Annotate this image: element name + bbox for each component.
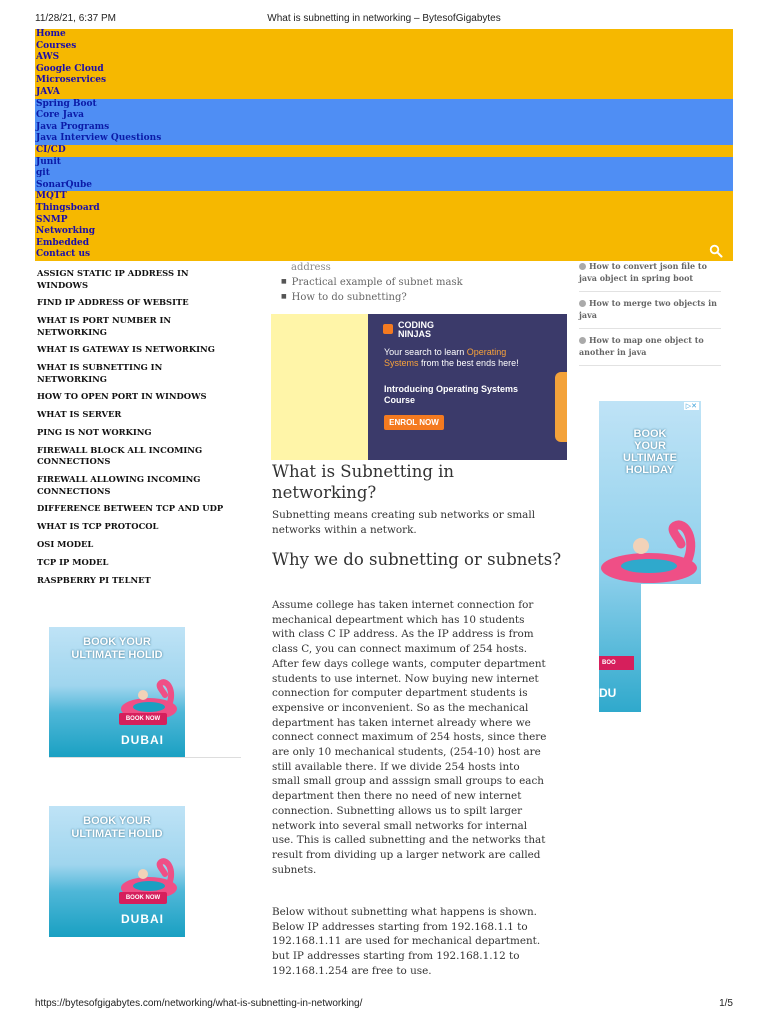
sidebar-ad-dubai-1[interactable] bbox=[49, 627, 185, 758]
ad-headline: ULTIMATE HOLID bbox=[71, 649, 163, 661]
sidebar-link[interactable]: OSI MODEL bbox=[37, 539, 94, 550]
ad-logo: CODING NINJAS bbox=[398, 320, 434, 339]
ad-headline: BOOK YOUR bbox=[83, 636, 151, 648]
nav-row bbox=[35, 145, 733, 157]
related-post-link[interactable] bbox=[579, 292, 721, 329]
heading-why-subnetting: Why we do subnetting or subnets? bbox=[272, 550, 562, 569]
related-post-label: How to convert json file to java object in spring boot bbox=[579, 261, 707, 283]
bullet-icon bbox=[579, 337, 586, 344]
bullet-icon bbox=[579, 300, 586, 307]
sidebar-link[interactable]: WHAT IS SUBNETTING IN NETWORKING bbox=[37, 362, 163, 384]
print-datetime: 11/28/21, 6:37 PM bbox=[35, 13, 116, 24]
right-sidebar-links bbox=[579, 255, 721, 366]
nav-row bbox=[35, 87, 733, 99]
nav-link[interactable]: AWS bbox=[36, 52, 60, 63]
ad-headline: ULTIMATE bbox=[623, 452, 677, 464]
ad-headline: HOLIDAY bbox=[625, 464, 675, 476]
nav-row bbox=[35, 99, 733, 111]
print-title: What is subnetting in networking – BytesofGigabytes bbox=[267, 13, 501, 24]
ad-headline: Introducing Operating Systems Course bbox=[384, 384, 519, 405]
nav-link[interactable]: JAVA bbox=[36, 86, 60, 97]
nav-row bbox=[35, 191, 733, 203]
main-nav bbox=[35, 29, 733, 261]
nav-link[interactable]: Embedded bbox=[36, 237, 90, 248]
coding-ninjas-ad[interactable] bbox=[271, 314, 567, 460]
sidebar-ad-dubai-2[interactable] bbox=[49, 806, 185, 937]
nav-link[interactable]: Courses bbox=[36, 40, 77, 51]
ad-headline: BOOK bbox=[633, 428, 667, 440]
nav-link[interactable]: Spring Boot bbox=[36, 98, 97, 109]
bullet-icon bbox=[579, 263, 586, 270]
nav-row bbox=[35, 122, 733, 134]
sidebar-link[interactable]: TCP IP MODEL bbox=[37, 556, 109, 567]
sidebar-link[interactable]: WHAT IS GATEWAY IS NETWORKING bbox=[37, 344, 215, 355]
related-post-label: How to map one object to another in java bbox=[579, 335, 704, 357]
ad-headline: ULTIMATE HOLID bbox=[71, 828, 163, 840]
nav-row bbox=[35, 168, 733, 180]
ad-book-now-button[interactable]: BOO bbox=[599, 656, 634, 670]
toc-item[interactable]: ■ Practical example of subnet mask bbox=[281, 277, 571, 288]
nav-link[interactable]: MQTT bbox=[36, 191, 67, 202]
sidebar-link[interactable]: FIREWALL BLOCK ALL INCOMING CONNECTIONS bbox=[37, 444, 203, 467]
nav-row bbox=[35, 52, 733, 64]
paragraph-below: Below without subnetting what happens is shown. Below IP addresses starting from 192.168.1.1 to 192.168.1.11 are used for mechanical department. but IP addresses starting from 192.168.1.12 to 192.168.1.254 are free to use. bbox=[272, 906, 541, 977]
paragraph-what: Subnetting means creating sub networks or small networks within a network. bbox=[272, 509, 536, 536]
sidebar-link[interactable]: WHAT IS SERVER bbox=[37, 409, 122, 420]
ad-brand: DUBAI bbox=[121, 912, 164, 926]
ad-text: Your search to learn Operating Systems from the best ends here! bbox=[384, 347, 519, 368]
sidebar-link[interactable]: PING IS NOT WORKING bbox=[37, 427, 152, 438]
sidebar-link[interactable]: HOW TO OPEN PORT IN WINDOWS bbox=[37, 391, 207, 402]
sidebar-link[interactable]: FIND IP ADDRESS OF WEBSITE bbox=[37, 297, 189, 308]
ad-book-now-button[interactable]: BOOK NOW bbox=[119, 892, 167, 904]
nav-row bbox=[35, 110, 733, 122]
ad-person-image bbox=[555, 372, 567, 442]
nav-row bbox=[35, 238, 733, 250]
nav-row bbox=[35, 203, 733, 215]
ad-panel bbox=[368, 314, 567, 460]
print-page-number: 1/5 bbox=[719, 998, 733, 1009]
nav-link[interactable]: Microservices bbox=[36, 75, 107, 86]
ad-choices-icon[interactable]: ▷✕ bbox=[685, 403, 697, 410]
nav-link[interactable]: Thingsboard bbox=[36, 202, 100, 213]
related-post-link[interactable] bbox=[579, 255, 721, 292]
ad-brand: DUBAI bbox=[121, 733, 164, 747]
related-post-label: How to merge two objects in java bbox=[579, 298, 717, 320]
nav-row bbox=[35, 157, 733, 169]
table-of-contents bbox=[281, 262, 571, 307]
left-sidebar-links bbox=[37, 268, 227, 592]
nav-link[interactable]: Networking bbox=[36, 226, 96, 237]
sidebar-link[interactable]: DIFFERENCE BETWEEN TCP AND UDP bbox=[37, 503, 224, 514]
toc-item[interactable]: ■ How to do subnetting? bbox=[281, 292, 571, 303]
nav-link[interactable]: Contact us bbox=[36, 249, 91, 260]
right-ad-dubai[interactable] bbox=[599, 401, 701, 712]
nav-link[interactable]: Home bbox=[36, 29, 66, 39]
nav-row bbox=[35, 29, 733, 41]
nav-row bbox=[35, 133, 733, 145]
print-url: https://bytesofgigabytes.com/networking/what-is-subnetting-in-networking/ bbox=[35, 998, 363, 1009]
ad-book-now-button[interactable]: BOOK NOW bbox=[119, 713, 167, 725]
nav-row bbox=[35, 64, 733, 76]
ad-headline: BOOK YOUR bbox=[83, 815, 151, 827]
divider bbox=[49, 757, 241, 758]
nav-link[interactable]: SNMP bbox=[36, 214, 68, 225]
ad-brand: DU bbox=[599, 686, 617, 700]
nav-link[interactable]: Google Cloud bbox=[36, 63, 104, 74]
nav-row bbox=[35, 180, 733, 192]
sidebar-link[interactable]: RASPBERRY PI TELNET bbox=[37, 574, 151, 585]
nav-row bbox=[35, 41, 733, 53]
sidebar-link[interactable]: WHAT IS TCP PROTOCOL bbox=[37, 521, 159, 532]
nav-link[interactable]: Java Interview Questions bbox=[36, 133, 162, 144]
nav-row bbox=[35, 226, 733, 238]
sidebar-link[interactable]: FIREWALL ALLOWING INCOMING CONNECTIONS bbox=[37, 474, 201, 496]
nav-link[interactable]: CI/CD bbox=[36, 144, 66, 155]
coding-ninjas-logo-icon bbox=[383, 324, 393, 334]
nav-link[interactable]: SonarQube bbox=[36, 179, 93, 190]
sidebar-link[interactable]: WHAT IS PORT NUMBER IN NETWORKING bbox=[37, 315, 172, 337]
ad-image-panel bbox=[641, 584, 701, 712]
nav-link[interactable]: Junit bbox=[36, 156, 61, 167]
related-post-link[interactable] bbox=[579, 329, 721, 366]
nav-link[interactable]: Core Java bbox=[36, 110, 84, 121]
sidebar-link[interactable]: ASSIGN STATIC IP ADDRESS IN WINDOWS bbox=[37, 268, 189, 290]
nav-link[interactable]: Java Programs bbox=[36, 121, 110, 132]
heading-what-is-subnetting: What is Subnetting in networking? bbox=[272, 462, 455, 502]
toc-item-partial[interactable]: address bbox=[291, 262, 331, 273]
enrol-now-button[interactable]: ENROL NOW bbox=[384, 415, 444, 430]
flamingo-float-icon bbox=[599, 506, 701, 586]
ad-headline: YOUR bbox=[634, 440, 666, 452]
nav-link[interactable]: git bbox=[36, 168, 50, 179]
nav-row bbox=[35, 215, 733, 227]
paragraph-why: Assume college has taken internet connection for mechanical depeartment which has 10 students with class C IP address. As the IP address is from class C, you can connect maximum of 254 hosts. After few days college wants, computer department students to use internet. Now buying new internet connection for computer department students is expensive or inconvenient. So as the mechanical department has taken internet already where we connect connect maximum of 254 hosts, since there are only 10 mechanical students, (254-10) host are still available there. If we divide 254 hosts into small small group and asssign small groups to each department then there no need of new internet connection. Subnetting allows us to spilt larger network into several small networks for internal use. This is called subnetting and the networks that result from dividing up a larger network are called subnets. bbox=[272, 599, 547, 876]
nav-row bbox=[35, 75, 733, 87]
